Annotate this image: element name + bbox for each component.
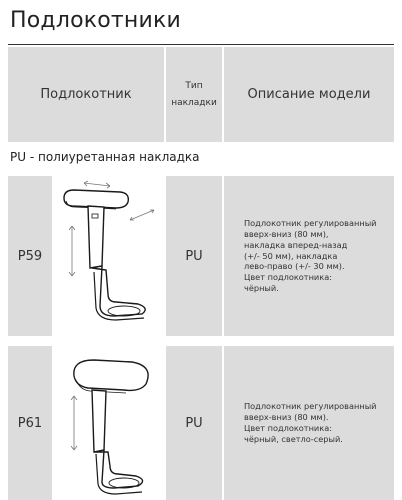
header-pad-type-line1: Тип	[185, 80, 203, 91]
description-line: лево-право (+/- 30 мм).	[244, 261, 345, 272]
row-description-p59	[224, 176, 394, 336]
description-line: накладка вперед-назад	[244, 239, 348, 250]
row-pad-p61	[166, 346, 222, 500]
armrest-p61-drawing-icon	[54, 346, 164, 500]
description-line: чёрный.	[244, 282, 279, 293]
header-pad-type-line2: накладки	[171, 97, 217, 108]
description-line: Подлокотник регулированный	[244, 218, 377, 229]
row-code-p59	[8, 176, 52, 336]
description-line: чёрный, светло-серый.	[244, 433, 343, 444]
title-divider	[8, 44, 394, 45]
description-line: Цвет подлокотника:	[244, 272, 332, 283]
description-text	[224, 218, 394, 294]
header-description	[224, 47, 394, 142]
header-armrest-label: Подлокотник	[40, 87, 132, 102]
row-code-p61	[8, 346, 52, 500]
description-text	[224, 401, 394, 444]
row-pad-label: PU	[185, 248, 203, 264]
header-description-label: Описание модели	[247, 87, 371, 102]
description-line: Цвет подлокотника:	[244, 423, 332, 433]
description-line: вверх-вниз (80 мм).	[244, 412, 329, 423]
armrest-p59-image	[54, 176, 164, 336]
description-line: вверх-вниз (80 мм),	[244, 229, 329, 239]
row-description-p61	[224, 346, 394, 500]
armrest-p61-image	[54, 346, 164, 500]
section-label: PU - полиуретанная накладка	[10, 150, 200, 164]
header-pad-type	[166, 47, 222, 142]
description-line: Подлокотник регулированный	[244, 401, 377, 412]
header-armrest	[8, 47, 164, 142]
row-pad-label: PU	[185, 415, 203, 431]
row-pad-p59	[166, 176, 222, 336]
description-line: (+/- 50 мм), накладка	[244, 250, 338, 261]
row-code-label: P59	[17, 248, 43, 264]
page-title: Подлокотники	[10, 8, 181, 33]
row-code-label: P61	[17, 415, 43, 431]
armrest-p59-drawing-icon	[54, 176, 164, 336]
